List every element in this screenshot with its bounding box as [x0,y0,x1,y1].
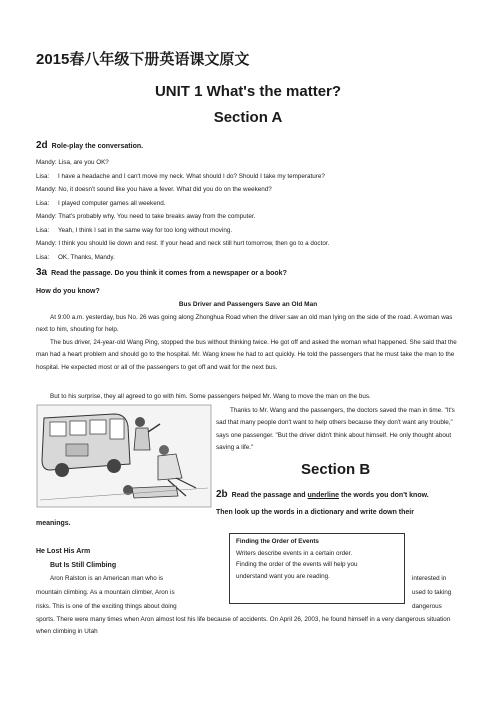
tip-line: Finding the order of the events will help you [236,561,358,568]
section-a-title: Section A [213,109,283,126]
unit-title: UNIT 1 What's the matter? [154,83,342,100]
speaker: Lisa: [36,254,50,261]
tip-line: understand want you are reading. [236,572,330,580]
speaker: Mandy: [36,186,57,193]
speaker: Mandy: [36,213,57,220]
dialogue-line [36,227,232,234]
section-b-title: Section B [301,461,371,478]
task-3a-instruction: Read the passage. Do you think it comes from a newspaper or a book? [51,270,287,277]
dialogue-line [36,173,325,180]
tip-line: Writers describe events in a certain order. [236,549,353,557]
task-2d-number: 2d [36,140,48,151]
dialogue-line [36,186,272,193]
task-2b-underlined-word: underline [307,492,340,499]
utterance: I played computer games all weekend. [58,200,166,207]
passage-paragraph: At 9:00 a.m. yesterday, bus No. 26 was going along Zhonghua Road when the driver saw an old man lying on the side of the road. A woman was next to him, shouting for help. [36,314,453,334]
tip-title: Finding the Order of Events [236,538,319,545]
passage-paragraph: Thanks to Mr. Wang and the passengers, the doctors saved the man in time. "It's sad that many people don't want to help others because they don't want any trouble," says one passenger. "But the driver didn't think about himself. He only thought about saving a life." [216,407,455,452]
task-3a [36,267,287,278]
story-text: Aron Ralston is an American man who is [50,575,164,582]
dialogue-line [36,213,255,220]
utterance: I think you should lie down and rest. If your head and neck still hurt tomorrow, then go to a doctor. [58,240,330,247]
passage-paragraph: The bus driver, 24-year-old Wang Ping, stopped the bus without thinking twice. He got off and asked the woman what happened. She said that the man had a heart problem and should go to the hospital. Mr. Wang knew he had to act quickly. He told the passengers that he must take the man to the hospital. He expected most or all of the passengers to get off and wait for the next bus. [36,339,457,371]
story-subtitle: But Is Still Climbing [50,562,117,569]
how-do-you-know: How do you know? [36,288,100,295]
meanings: meanings. [36,520,71,527]
utterance: Lisa, are you OK? [58,159,109,166]
task-2b-instruction-end: the words you don't know. [339,492,429,499]
dialogue-line [36,254,115,261]
task-2b [216,489,429,500]
utterance: Yeah, I think I sat in the same way for too long without moving. [58,227,233,234]
utterance: That's probably why. You need to take breaks away from the computer. [58,213,256,220]
story-text: risks. This is one of the exciting things about doing [36,603,177,610]
speaker: Lisa: [36,200,50,207]
speaker: Lisa: [36,173,50,180]
task-3a-number: 3a [36,267,48,278]
task-2b-line2: Then look up the words in a dictionary and write down their [216,509,414,516]
task-2b-number: 2b [216,489,228,500]
task-2d-instruction: Role-play the conversation. [51,143,144,150]
dialogue-line [36,200,165,207]
utterance: No, it doesn't sound like you have a fever. What did you do on the weekend? [58,186,272,193]
story-text: sports. There were many times when Aron almost lost his life because of accidents. On April 26, 2003, he found himself in a very dangerous situation when climbing in Utah [36,616,451,636]
speaker: Mandy: [36,240,57,247]
story-text: dangerous [412,603,442,610]
utterance: I have a headache and I can't move my neck. What should I do? Should I take my temperature? [58,173,325,180]
passage-title: Bus Driver and Passengers Save an Old Man [178,301,318,308]
story-title: He Lost His Arm [36,548,91,555]
dialogue-line [36,159,109,166]
speaker: Lisa: [36,227,50,234]
dialogue-line [36,240,329,247]
passage-paragraph: But to his surprise, they all agreed to go with him. Some passengers helped Mr. Wang to move the man on the bus. [50,393,371,400]
bus-accident-illustration [36,404,212,508]
story-text: used to taking [412,589,452,596]
utterance: OK. Thanks, Mandy. [58,254,115,261]
task-2b-instruction: Read the passage and [231,492,308,499]
story-text: mountain climbing. As a mountain climber, Aron is [36,589,175,596]
reading-tip-box [229,533,405,604]
story-text: interested in [412,575,447,582]
document-title: 2015春八年级下册英语课文原文 [36,51,250,68]
speaker: Mandy: [36,159,57,166]
task-2d [36,140,143,151]
